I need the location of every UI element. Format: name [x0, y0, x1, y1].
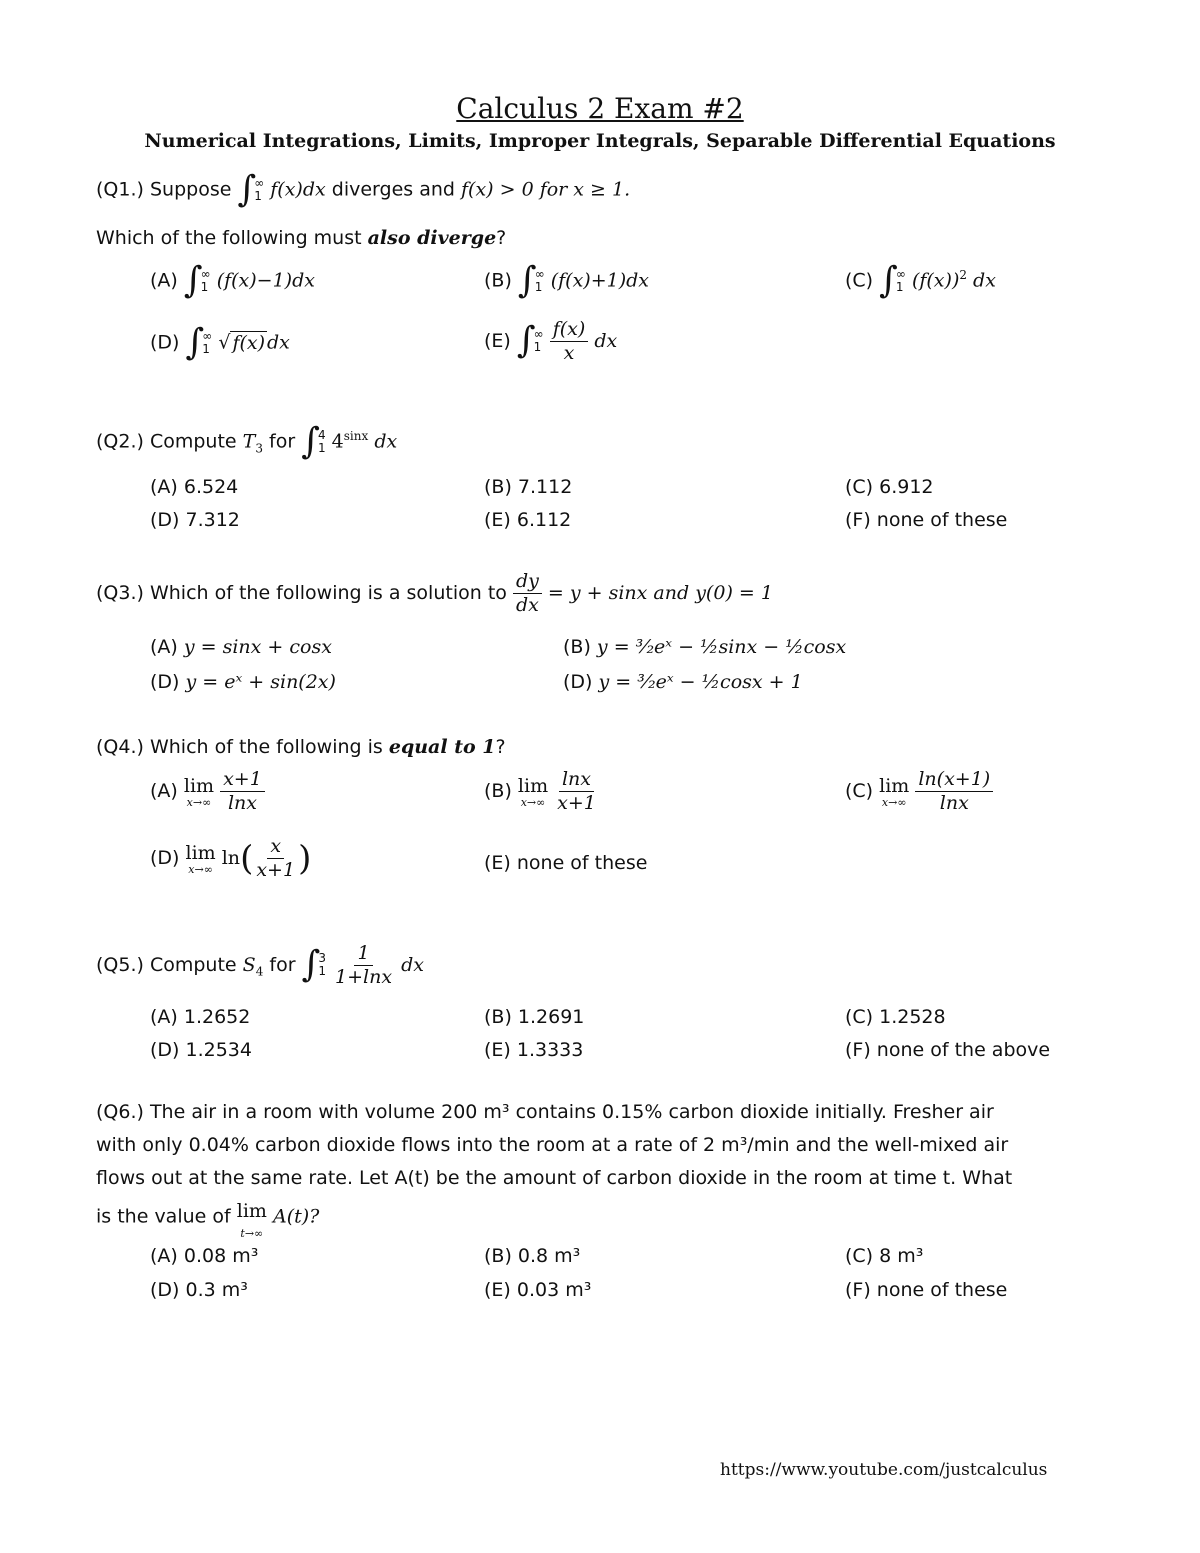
q1-middle: diverges and: [331, 178, 455, 201]
fraction: $\frac{x+1}{\ln x}$: [220, 768, 265, 815]
option-expression: f(x): [232, 331, 266, 354]
q2-label: (Q2.): [96, 430, 144, 453]
q1-line2: [96, 227, 506, 249]
option-tail: dx: [594, 329, 618, 352]
limits: ∞ 1: [895, 266, 906, 294]
q3-initial: y(0) = 1: [695, 581, 773, 604]
q5-prefix: Compute: [149, 953, 237, 976]
q4-option-d[interactable]: [150, 835, 311, 882]
q1-option-b[interactable]: [484, 260, 650, 301]
q3-option-b[interactable]: [563, 636, 846, 658]
option-expression: y = eˣ + sin(2x): [185, 671, 336, 693]
q2-for: for: [269, 430, 296, 453]
q5-option-d[interactable]: (D) 1.2534: [150, 1039, 252, 1061]
integral-sign: ∫: [183, 260, 203, 301]
integral-sign: ∫: [517, 260, 537, 301]
page-title: Calculus 2 Exam #2: [456, 92, 744, 125]
option-label: (B): [484, 779, 512, 802]
option-expression: (f(x)−1)dx: [216, 269, 315, 292]
q2-prompt: [96, 421, 398, 462]
q3-label: (Q3.): [96, 581, 144, 604]
q5-option-b[interactable]: (B) 1.2691: [484, 1006, 585, 1028]
limits: ∞ 1: [202, 328, 213, 356]
q6-option-e[interactable]: (E) 0.03 m³: [484, 1279, 592, 1301]
integral-sign: ∫: [516, 320, 536, 362]
limits: ∞ 1: [533, 327, 544, 355]
q2-base: 4: [331, 430, 344, 453]
q6-line: (Q6.) The air in a room with volume 200 m³ contains 0.15% carbon dioxide initially. Fresher air: [96, 1101, 994, 1123]
option-label: (A): [150, 269, 178, 292]
q2-option-a[interactable]: (A) 6.524: [150, 476, 239, 498]
q1-limits: ∞ 1: [254, 175, 265, 203]
fraction: $\frac{\ln x}{x+1}$: [557, 768, 596, 814]
q5-option-a[interactable]: (A) 1.2652: [150, 1006, 251, 1028]
q6-line4-text: is the value of: [96, 1205, 231, 1228]
q3-and: and: [653, 581, 690, 604]
q5-for: for: [269, 953, 296, 976]
limits: ∞ 1: [200, 266, 211, 294]
integral-sign: ∫: [237, 169, 257, 210]
q4-bold: equal to 1: [388, 736, 496, 758]
option-label: (C): [845, 779, 874, 802]
q2-rule-sub: 3: [255, 441, 263, 456]
limit-operator: lim t→∞: [236, 1200, 267, 1240]
q6-option-f[interactable]: (F) none of these: [845, 1279, 1008, 1301]
option-label: (A): [150, 779, 178, 802]
limit-operator: lim x→∞: [879, 774, 910, 809]
limits: ∞ 1: [534, 266, 545, 294]
option-expression: (f(x)): [911, 269, 960, 292]
option-expression: y = ³⁄₂eˣ − ½cosx + 1: [598, 671, 803, 693]
q5-option-e[interactable]: (E) 1.3333: [484, 1039, 584, 1061]
q5-fraction: $\frac{1}{1+\ln x}$: [335, 942, 393, 988]
q5-option-c[interactable]: (C) 1.2528: [845, 1006, 946, 1028]
q3-rhs: = y + sinx: [547, 581, 648, 604]
q5-prompt: [96, 942, 424, 989]
option-label: (E): [484, 329, 511, 352]
q3-prefix: Which of the following is a solution to: [149, 581, 507, 604]
option-label: (D): [150, 331, 180, 354]
q2-exp: sinx: [343, 429, 369, 444]
q2-limits: 4 1: [317, 427, 326, 455]
integral-sign: ∫: [301, 944, 321, 986]
page-subtitle: Numerical Integrations, Limits, Improper Integrals, Separable Differential Equations: [144, 130, 1056, 152]
q5-tail: dx: [401, 953, 424, 976]
q6-option-a[interactable]: (A) 0.08 m³: [150, 1245, 259, 1267]
limit-operator: lim x→∞: [183, 774, 215, 809]
q4-option-b[interactable]: [484, 768, 599, 815]
q2-option-e[interactable]: (E) 6.112: [484, 509, 572, 531]
q3-option-d1[interactable]: [150, 671, 336, 693]
q2-option-c[interactable]: (C) 6.912: [845, 476, 934, 498]
q1-line2-bold: also diverge: [367, 227, 497, 249]
q3-option-d2[interactable]: [563, 671, 803, 693]
option-expression: (f(x)+1)dx: [550, 269, 650, 292]
q3-derivative: $\frac{dy}{dx}$: [513, 570, 542, 617]
q1-line2-text: Which of the following must: [96, 227, 362, 249]
q6-prompt: [96, 1096, 1106, 1239]
q6-line: flows out at the same rate. Let A(t) be the amount of carbon dioxide in the room at time t. What: [96, 1167, 1013, 1189]
option-label: (C): [845, 269, 874, 292]
q2-option-d[interactable]: (D) 7.312: [150, 509, 240, 531]
q6-line4-end: A(t)?: [272, 1205, 320, 1228]
sqrt-icon: √: [218, 331, 231, 354]
q1-prefix: Suppose: [149, 178, 232, 201]
option-label: (D): [563, 671, 593, 693]
q5-rule-sub: 4: [255, 964, 264, 979]
q4-option-a[interactable]: [150, 768, 265, 815]
q1-prompt: [96, 169, 631, 210]
q6-line: with only 0.04% carbon dioxide flows into the room at a rate of 2 m³/min and the well-mixed air: [96, 1134, 1009, 1156]
q1-line2-end: ?: [496, 227, 507, 249]
option-label: (B): [563, 636, 591, 658]
exponent: 2: [959, 268, 967, 283]
integral-sign: ∫: [879, 260, 898, 301]
q6-option-d[interactable]: (D) 0.3 m³: [150, 1279, 248, 1301]
option-expression: y = ³⁄₂eˣ − ½sinx − ½cosx: [596, 636, 847, 658]
q6-option-c[interactable]: (C) 8 m³: [845, 1245, 924, 1267]
q4-prompt: [96, 736, 506, 758]
option-expression: y = sinx + cosx: [183, 636, 332, 658]
paren-open-icon: (: [240, 838, 254, 879]
q1-condition: f(x) > 0 for x ≥ 1.: [461, 178, 631, 201]
q2-tail: dx: [374, 430, 398, 453]
option-label: (D): [150, 671, 180, 693]
integral-sign: ∫: [185, 322, 205, 363]
fraction: $\frac{f(x)}{x}$: [550, 318, 589, 365]
q3-prompt: [96, 570, 773, 617]
option-tail: dx: [267, 331, 290, 354]
q2-rule: T: [242, 430, 256, 453]
q1-option-c[interactable]: [845, 260, 996, 301]
q4-label: (Q4.): [96, 736, 144, 758]
limit-operator: lim x→∞: [185, 841, 216, 876]
q2-option-f[interactable]: (F) none of these: [845, 509, 1008, 531]
option-label: (B): [484, 269, 512, 292]
q5-rule: S: [242, 953, 256, 976]
fraction: $\frac{\ln(x+1)}{\ln x}$: [915, 768, 993, 815]
q1-integrand: f(x)dx: [270, 178, 326, 201]
limit-operator: lim x→∞: [517, 774, 549, 809]
q1-option-d[interactable]: [150, 322, 290, 363]
paren-close-icon: ): [298, 838, 312, 879]
option-tail: dx: [967, 269, 996, 292]
q4-end: ?: [495, 736, 506, 758]
q1-option-e[interactable]: [484, 318, 617, 365]
q2-option-b[interactable]: (B) 7.112: [484, 476, 573, 498]
q4-option-e[interactable]: (E) none of these: [484, 852, 648, 874]
q5-limits: 3 1: [318, 951, 326, 979]
integral-sign: ∫: [301, 421, 320, 462]
q4-option-c[interactable]: [845, 768, 993, 815]
q6-option-b[interactable]: (B) 0.8 m³: [484, 1245, 581, 1267]
q1-label: (Q1.): [96, 178, 144, 201]
q6-line: [96, 1195, 1106, 1239]
q4-prefix: Which of the following is: [149, 736, 383, 758]
q2-prefix: Compute: [149, 430, 237, 453]
q3-option-a[interactable]: [150, 636, 332, 658]
footer-url[interactable]: https://www.youtube.com/justcalculus: [720, 1460, 1048, 1480]
option-label: (D): [150, 846, 180, 869]
ln-function: ln: [221, 846, 241, 869]
q5-label: (Q5.): [96, 953, 144, 976]
option-label: (A): [150, 636, 178, 658]
q1-option-a[interactable]: [150, 260, 315, 301]
fraction: $\frac{x}{x+1}$: [256, 835, 296, 881]
q5-option-f[interactable]: (F) none of the above: [845, 1039, 1051, 1061]
